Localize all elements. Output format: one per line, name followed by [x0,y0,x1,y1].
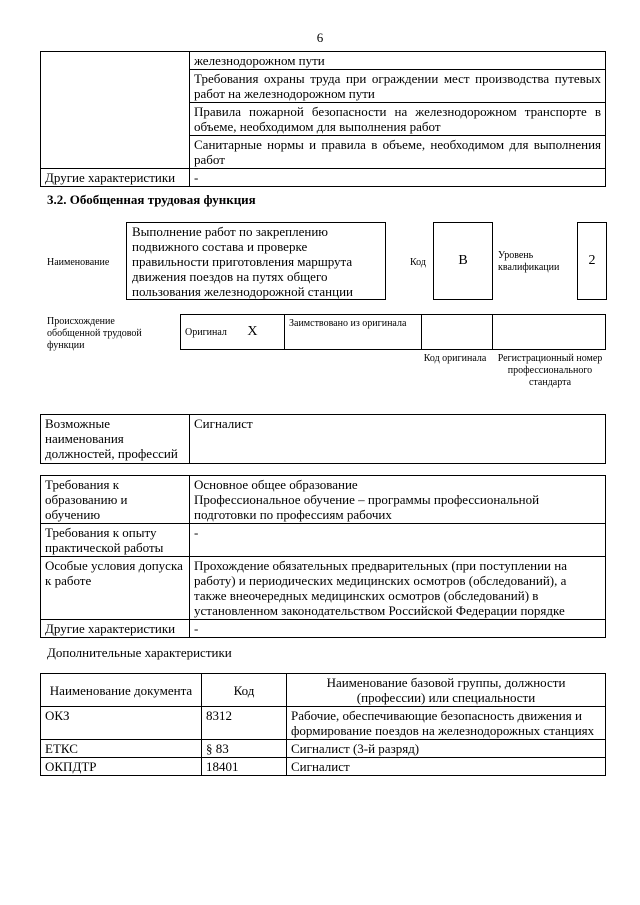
top-characteristics-table [40,51,606,187]
level-box [577,222,607,300]
table-cell: Сигналист (3-й разряд) [287,740,606,758]
req-education-line: Основное общее образование [194,477,358,492]
origin-label: Происхождение обобщенной трудовой функции [47,316,142,351]
reg-number-label: Регистрационный номер профессионального стандарта [497,353,603,388]
positions-table [40,414,606,464]
table-row [41,415,606,464]
table-cell: Правила пожарной безопасности на железнодорожном транспорте в объеме, необходимом для выполнения работ [190,103,606,136]
positions-value: Сигналист [190,415,606,464]
code-value: В [458,253,468,268]
table-row [41,740,606,758]
level-label: Уровень квалификации [498,250,560,273]
additional-table [40,673,606,776]
req-education-value [190,476,606,524]
code-label: Код [410,257,426,268]
table-cell: Требования охраны труда при ограждении мест производства путевых работ на железнодорожном пути [190,70,606,103]
name-value: Выполнение работ по закреплению подвижного состава и проверке правильности приготовления маршрута движения поездов на путях общего пользования железнодорожной станции [132,224,353,299]
positions-label: Возможные наименования должностей, профессий [41,415,190,464]
table-row [41,758,606,776]
original-label: Оригинал [185,327,227,338]
req-experience-label: Требования к опыту практической работы [41,524,190,557]
table-row [41,524,606,557]
header-code: Код [202,674,287,707]
table-row [41,620,606,638]
header-doc: Наименование документа [41,674,202,707]
table-cell: ЕТКС [41,740,202,758]
table-row [41,52,606,70]
req-education-line: Профессиональное обучение – программы профессиональной подготовки по профессиям рабочих [194,492,540,522]
req-other-value: - [190,620,606,638]
table-cell-label: Другие характеристики [41,169,190,187]
origin-original-cell [181,315,285,350]
name-box [126,222,386,300]
table-row [41,476,606,524]
table-cell: Рабочие, обеспечивающие безопасность движения и формирование поездов на железнодорожных станциях [287,707,606,740]
req-admission-label: Особые условия допуска к работе [41,557,190,620]
table-cell: 8312 [202,707,287,740]
req-experience-value: - [190,524,606,557]
level-value: 2 [588,253,596,268]
table-row [41,557,606,620]
table-cell: Санитарные нормы и правила в объеме, необходимом для выполнения работ [190,136,606,169]
req-other-label: Другие характеристики [41,620,190,638]
table-cell-empty [41,52,190,169]
name-label: Наименование [47,257,110,268]
table-row [41,707,606,740]
table-cell: железнодорожном пути [190,52,606,70]
table-cell: - [190,169,606,187]
requirements-table [40,475,606,638]
section-heading: 3.2. Обобщенная трудовая функция [47,192,256,207]
origin-table [180,314,606,350]
code-original-cell [422,315,493,350]
table-header-row [41,674,606,707]
table-cell: Сигналист [287,758,606,776]
header-name: Наименование базовой группы, должности (профессии) или специальности [287,674,606,707]
table-cell: ОКПДТР [41,758,202,776]
reg-number-cell [493,315,606,350]
req-education-label: Требования к образованию и обучению [41,476,190,524]
borrowed-cell [285,315,422,350]
req-admission-value: Прохождение обязательных предварительных (при поступлении на работу) и периодических медицинских осмотров (обследований), а также внеочередных медицинских осмотров (обследований) в установленном законодательством Российской Федерации порядке [190,557,606,620]
table-cell: § 83 [202,740,287,758]
table-row [41,169,606,187]
table-cell: ОКЗ [41,707,202,740]
page-number: 6 [316,30,324,45]
table-row [181,315,606,350]
borrowed-label: Заимствовано из оригинала [289,318,407,329]
original-mark: X [247,324,258,339]
additional-heading: Дополнительные характеристики [47,645,232,660]
code-original-label: Код оригинала [423,353,487,364]
code-box [433,222,493,300]
table-cell: 18401 [202,758,287,776]
